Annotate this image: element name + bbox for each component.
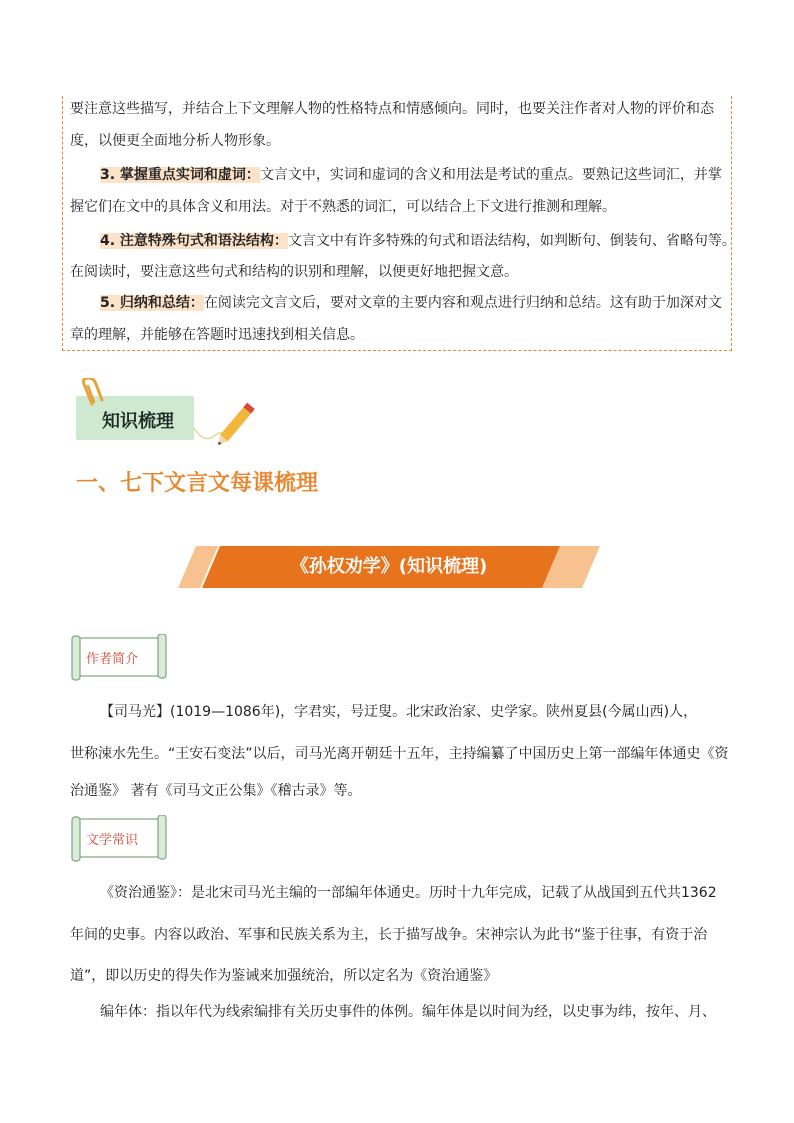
lesson-banner xyxy=(178,546,600,588)
author-tag xyxy=(70,634,170,682)
point-5-line-1 xyxy=(100,294,722,312)
banner-title: 《孙权劝学》(知识梳理) xyxy=(290,556,488,577)
author-line-2: 世称涑水先生。“王安石变法”以后，司马光离开朝廷十五年，主持编纂了中国历史上第一部编年体通史《资 xyxy=(70,746,729,762)
literature-line-4: 编年体：指以年代为线索编排有关历史事件的体例。编年体是以时间为经，以史事为纬，按年、月、 xyxy=(100,1004,716,1020)
point-4-text-1: 文言文中有许多特殊的句式和语法结构，如判断句、倒装句、省略句等。 xyxy=(287,233,736,249)
literature-tag-label: 文学常识 xyxy=(86,833,139,848)
literature-line-1: 《资治通鉴》：是北宋司马光主编的一部编年体通史。历时十九年完成，记载了从战国到五代共1362 xyxy=(100,885,717,901)
knowledge-tag xyxy=(74,378,256,448)
pencil-icon xyxy=(214,403,254,448)
intro-line-2: 度，以便更全面地分析人物形象。 xyxy=(70,133,280,149)
intro-line-1: 要注意这些描写，并结合上下文理解人物的性格特点和情感倾向。同时，也要关注作者对人物的评价和态 xyxy=(70,101,714,117)
author-line-1: 【司马光】(1019—1086年)，字君实，号迂叟。北宋政治家、史学家。陕州夏县(今属山西)人， xyxy=(100,704,698,720)
point-4-line-1 xyxy=(100,232,736,250)
point-5-label: 5. 归纳和总结： xyxy=(100,295,204,311)
knowledge-tag-label: 知识梳理 xyxy=(102,411,174,432)
point-3-text-1: 文言文中，实词和虚词的含义和用法是考试的重点。要熟记这些词汇，并掌 xyxy=(259,167,722,183)
point-3-line-1 xyxy=(100,166,722,184)
point-4-label: 4. 注意特殊句式和语法结构： xyxy=(100,233,288,249)
author-line-3: 治通鉴》 著有《司马文正公集》《稽古录》等。 xyxy=(70,783,362,799)
section-title: 一、七下文言文每课梳理 xyxy=(76,470,319,496)
literature-line-3: 道”，即以历史的得失作为鉴诫来加强统治，所以定名为《资治通鉴》 xyxy=(70,968,498,984)
point-4-line-2: 在阅读时，要注意这些句式和结构的识别和理解，以便更好地把握文意。 xyxy=(70,264,518,280)
point-3-line-2: 握它们在文中的具体含义和用法。对于不熟悉的词汇，可以结合上下文进行推测和理解。 xyxy=(70,199,616,215)
literature-line-2: 年间的史事。内容以政治、军事和民族关系为主，长于描写战争。宋神宗认为此书“鉴于往事，有资于治 xyxy=(70,927,708,943)
paperclip-icon xyxy=(84,378,103,404)
point-5-text-1: 在阅读完文言文后，要对文章的主要内容和观点进行归纳和总结。这有助于加深对文 xyxy=(203,295,722,311)
point-3-label: 3. 掌握重点实词和虚词： xyxy=(100,167,260,183)
author-tag-label: 作者简介 xyxy=(86,652,139,667)
literature-tag xyxy=(70,815,170,863)
point-5-line-2: 章的理解，并能够在答题时迅速找到相关信息。 xyxy=(70,327,364,343)
